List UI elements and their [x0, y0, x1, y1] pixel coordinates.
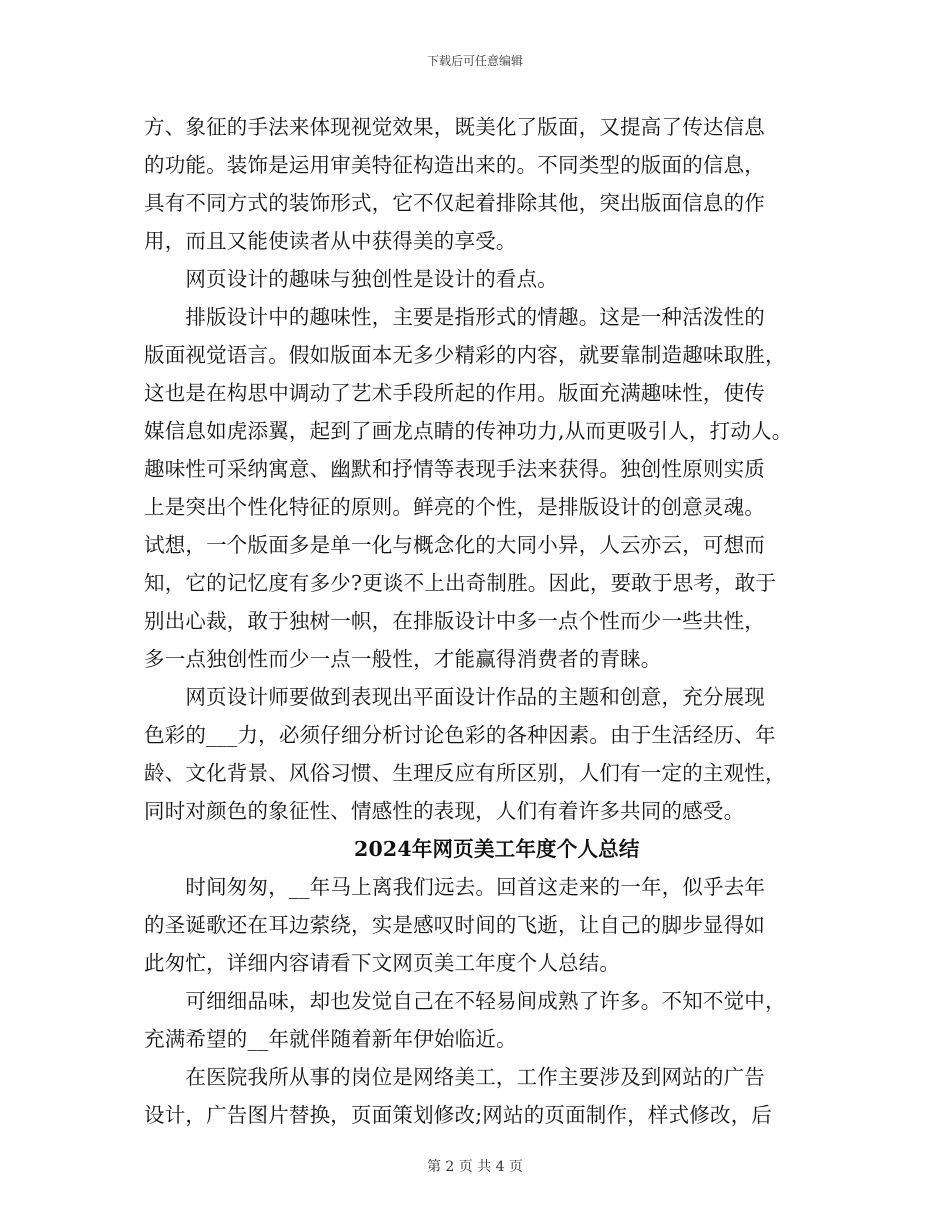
text-line: 充满希望的__年就伴随着新年伊始临近。 — [144, 1027, 517, 1051]
text-line: 用，而且又能使读者从中获得美的享受。 — [144, 229, 517, 253]
text-line: 网页设计师要做到表现出平面设计作品的主题和创意，充分展现 — [144, 685, 765, 709]
text-line: 在医院我所从事的岗位是网络美工，工作主要涉及到网站的广告 — [144, 1065, 765, 1089]
text-line: 上是突出个性化特征的原则。鲜亮的个性，是排版设计的创意灵魂。 — [144, 495, 765, 519]
text-line: 趣味性可采纳寓意、幽默和抒情等表现手法来获得。独创性原则实质 — [144, 457, 765, 481]
text-line: 试想，一个版面多是单一化与概念化的大同小异，人云亦云，可想而 — [144, 533, 765, 557]
text-line: 知，它的记忆度有多少?更谈不上出奇制胜。因此，要敢于思考，敢于 — [144, 571, 777, 595]
text-line: 色彩的___力，必须仔细分析讨论色彩的各种因素。由于生活经历、年 — [144, 723, 776, 747]
text-line: 网页设计的趣味与独创性是设计的看点。 — [144, 267, 558, 291]
section-title: 2024年网页美工年度个人总结 — [354, 837, 640, 861]
text-line: 的圣诞歌还在耳边萦绕，实是感叹时间的飞逝，让自己的脚步显得如 — [144, 913, 765, 937]
text-line: 版面视觉语言。假如版面本无多少精彩的内容，就要靠制造趣味取胜， — [144, 343, 786, 367]
document-body — [144, 108, 824, 1134]
text-line: 排版设计中的趣味性，主要是指形式的情趣。这是一种活泼性的 — [144, 305, 765, 329]
text-line: 方、象征的手法来体现视觉效果，既美化了版面，又提高了传达信息 — [144, 115, 765, 139]
text-line: 具有不同方式的装饰形式，它不仅起着排除其他，突出版面信息的作 — [144, 191, 765, 215]
text-line: 别出心裁，敢于独树一帜，在排版设计中多一点个性而少一些共性， — [144, 609, 765, 633]
text-line: 时间匆匆，__年马上离我们远去。回首这走来的一年，似乎去年 — [144, 875, 766, 899]
text-line: 媒信息如虎添翼，起到了画龙点睛的传神功力,从而更吸引人，打动人。 — [144, 419, 793, 443]
text-line: 多一点独创性而少一点一般性，才能赢得消费者的青睐。 — [144, 647, 662, 671]
text-line: 同时对颜色的象征性、情感性的表现，人们有着许多共同的感受。 — [144, 799, 745, 823]
page-footer: 第 2 页 共 4 页 — [426, 1159, 524, 1175]
page-header: 下载后可任意编辑 — [426, 54, 523, 68]
text-line: 这也是在构思中调动了艺术手段所起的作用。版面充满趣味性，使传 — [144, 381, 765, 405]
text-line: 此匆忙，详细内容请看下文网页美工年度个人总结。 — [144, 951, 621, 975]
text-line: 龄、文化背景、风俗习惯、生理反应有所区别，人们有一定的主观性， — [144, 761, 786, 785]
text-line: 可细细品味，却也发觉自己在不轻易间成熟了许多。不知不觉中， — [144, 989, 786, 1013]
text-line: 设计，广告图片替换，页面策划修改;网站的页面制作，样式修改，后 — [144, 1103, 773, 1127]
text-line: 的功能。装饰是运用审美特征构造出来的。不同类型的版面的信息， — [144, 153, 765, 177]
